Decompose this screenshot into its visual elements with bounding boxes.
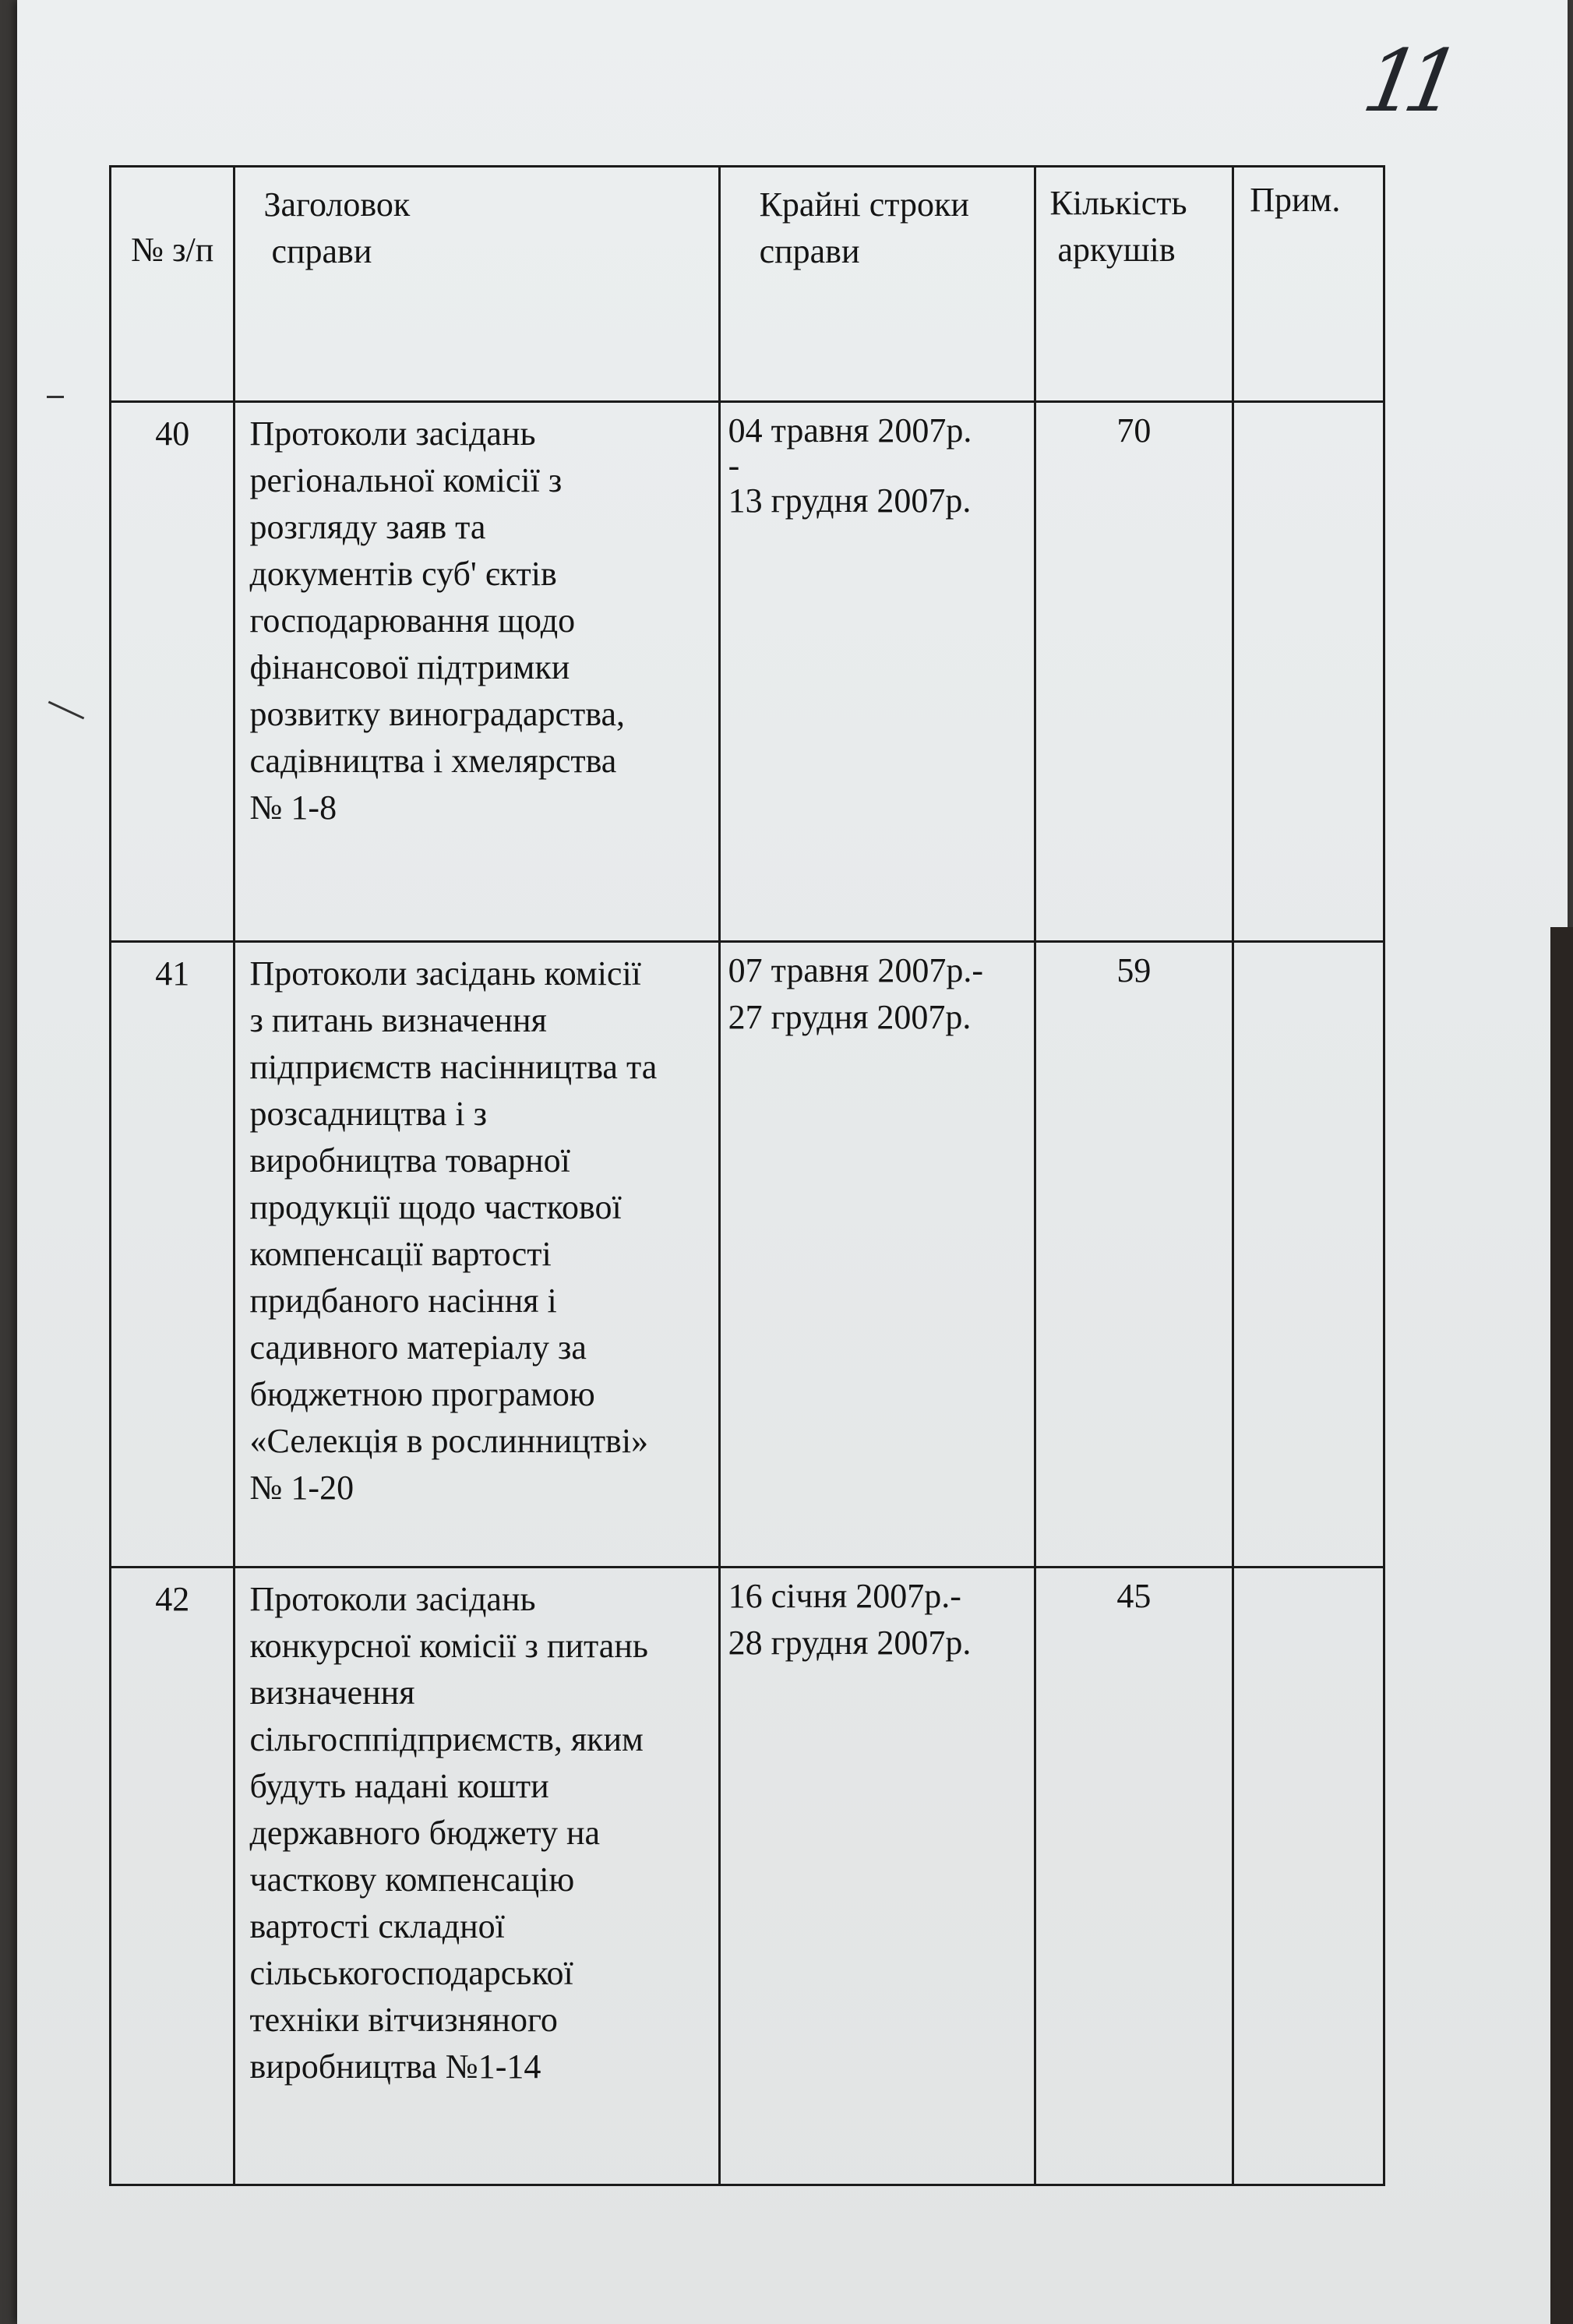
case-date-range [719,942,1035,1568]
case-title-line: продукції щодо часткової [249,1188,622,1226]
case-title-line: з питань визначення [249,1001,547,1039]
header-title-line: Заголовок [263,185,411,224]
case-title-line: садівництва і хмелярства [249,742,617,780]
case-title-line: виробництва №1-14 [249,2047,541,2086]
case-title-line: конкурсної комісії з питань [249,1627,648,1665]
case-title-line: № 1-8 [249,788,337,827]
margin-slash-mark [48,701,85,720]
row-number: 42 [111,1568,235,2185]
note-cell [1233,1568,1384,2185]
case-title-line: придбаного насіння і [249,1282,557,1320]
header-dates-line: Крайні строки [759,185,969,224]
date-line: - [728,446,740,485]
case-title-line: господарювання щодо [249,601,576,640]
note-cell [1233,942,1384,1568]
margin-dash-mark [47,396,64,398]
case-title-line: сільськогосподарської [249,1954,573,1992]
table-row [111,1568,1384,2185]
header-note: Прим. [1233,167,1384,402]
note-cell [1233,402,1384,942]
case-title-line: вартості складної [249,1907,505,1945]
document-page [17,0,1568,2324]
case-title-line: «Селекція в рослинництві» [249,1422,649,1460]
header-case-title [235,167,719,402]
case-register-table [109,165,1385,2186]
date-line: 27 грудня 2007р. [728,998,972,1036]
case-title-line: розсадництва і з [249,1095,488,1133]
sheet-count: 45 [1035,1568,1233,2185]
date-line: 07 травня 2007р.- [728,951,984,989]
header-title-line: справи [271,232,372,270]
case-title-line: підприємств насінництва та [249,1048,658,1086]
case-title-line: сільгосппідприємств, яким [249,1720,644,1758]
case-title-line: № 1-20 [249,1469,354,1507]
case-date-range [719,402,1035,942]
table-row [111,942,1384,1568]
case-date-range [719,1568,1035,2185]
case-title-line: розвитку виноградарства, [249,695,625,733]
case-title [235,1568,719,2185]
case-title-line: часткову компенсацію [249,1860,575,1899]
case-title-line: будуть надані кошти [249,1767,549,1805]
table-header-row [111,167,1384,402]
header-sheet-count [1035,167,1233,402]
case-title-line: Протоколи засідань комісії [249,954,641,993]
case-title-line: компенсації вартості [249,1235,552,1273]
handwritten-page-number: 11 [1356,31,1455,131]
case-title-line: визначення [249,1673,415,1712]
case-title-line: державного бюджету на [249,1814,601,1852]
sheet-count: 59 [1035,942,1233,1568]
case-title-line: регіональної комісії з [249,461,563,499]
header-sheets-line: Кількість [1049,184,1187,222]
date-line: 04 травня 2007р. [728,411,972,450]
table-row [111,402,1384,942]
case-title-line: садивного матеріалу за [249,1328,587,1367]
case-title [235,402,719,942]
case-title-line: документів суб' єктів [249,555,557,593]
header-date-range [719,167,1035,402]
case-title-line: Протоколи засідань [249,414,536,453]
case-title-line: бюджетною програмою [249,1375,595,1413]
header-number: № з/п [111,167,235,402]
case-title-line: розгляду заяв та [249,508,486,546]
case-title-line: Протоколи засідань [249,1580,536,1618]
case-title-line: виробництва товарної [249,1141,570,1180]
row-number: 41 [111,942,235,1568]
background-edge [1550,927,1573,2324]
date-line: 28 грудня 2007р. [728,1624,972,1662]
header-sheets-line: аркушів [1057,231,1176,269]
date-line: 16 січня 2007р.- [728,1577,961,1615]
sheet-count: 70 [1035,402,1233,942]
case-title [235,942,719,1568]
row-number: 40 [111,402,235,942]
case-title-line: техніки вітчизняного [249,2001,558,2039]
case-title-line: фінансової підтримки [249,648,570,686]
header-dates-line: справи [759,232,860,270]
date-line: 13 грудня 2007р. [728,481,972,520]
